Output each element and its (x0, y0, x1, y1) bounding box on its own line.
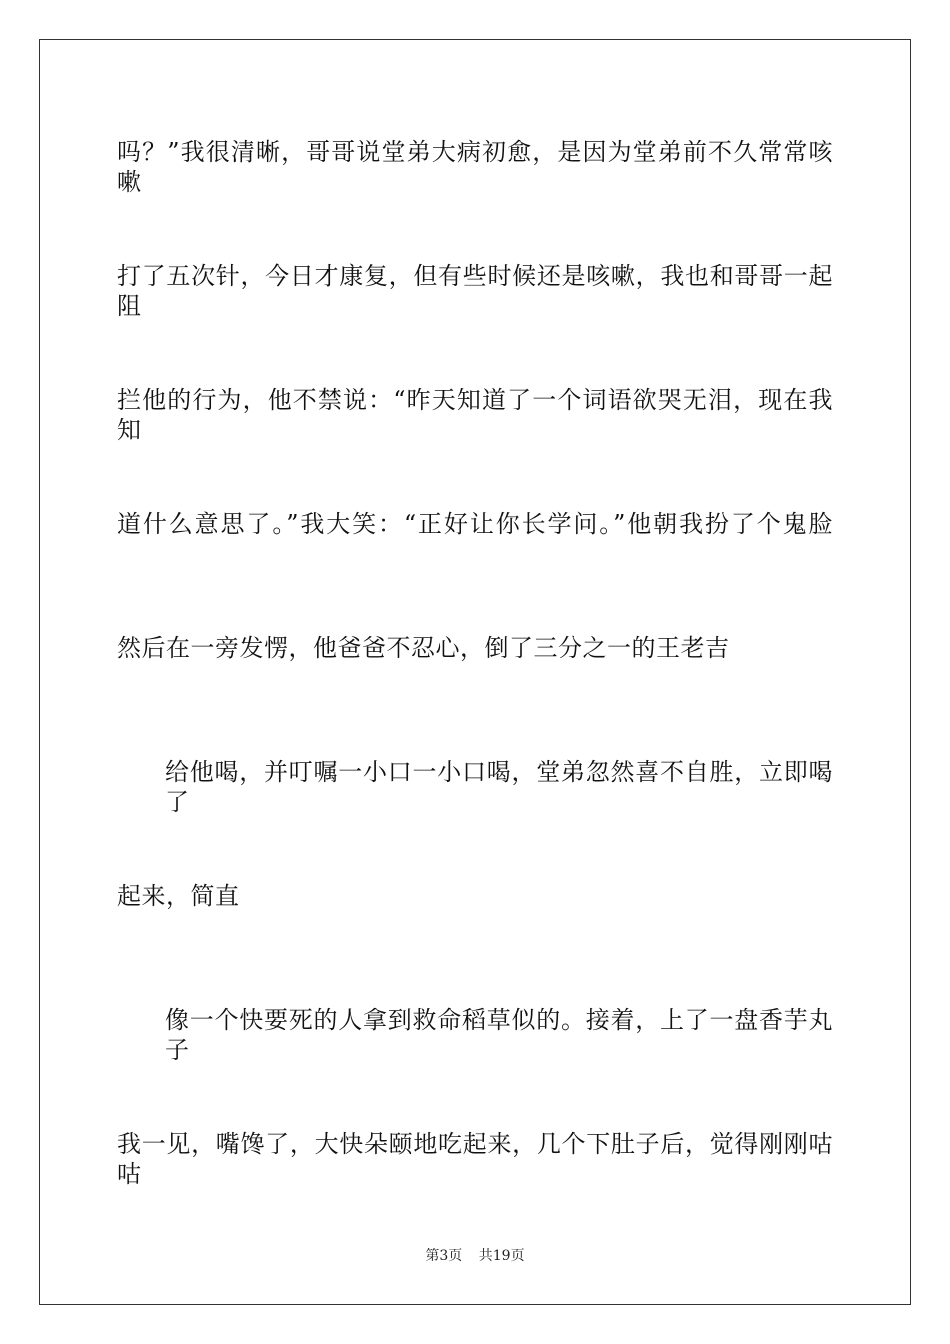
text-line-9: 我一见，嘴馋了，大快朵颐地吃起来，几个下肚子后，觉得刚刚咕咕 (117, 1130, 833, 1188)
text-line-5: 然后在一旁发愣，他爸爸不忍心，倒了三分之一的王老吉 (117, 634, 730, 662)
text-line-1: 吗？”我很清晰，哥哥说堂弟大病初愈，是因为堂弟前不久常常咳嗽 (117, 138, 833, 196)
page-number: 第3页 (425, 1248, 463, 1264)
text-line-3: 拦他的行为，他不禁说：“昨天知道了一个词语欲哭无泪，现在我知 (117, 386, 833, 444)
text-line-4: 道什么意思了。”我大笑：“正好让你长学问。”他朝我扮了个鬼脸 (117, 510, 833, 538)
text-line-7: 起来，简直 (117, 882, 240, 910)
text-line-6: 给他喝，并叮嘱一小口一小口喝，堂弟忽然喜不自胜，立即喝了 (165, 758, 833, 816)
page-border (39, 39, 911, 1305)
text-line-2: 打了五次针，今日才康复，但有些时候还是咳嗽，我也和哥哥一起阻 (117, 262, 833, 320)
page-footer (0, 1247, 950, 1265)
page-total: 共19页 (478, 1248, 525, 1264)
text-line-8: 像一个快要死的人拿到救命稻草似的。接着，上了一盘香芋丸子 (165, 1006, 833, 1064)
